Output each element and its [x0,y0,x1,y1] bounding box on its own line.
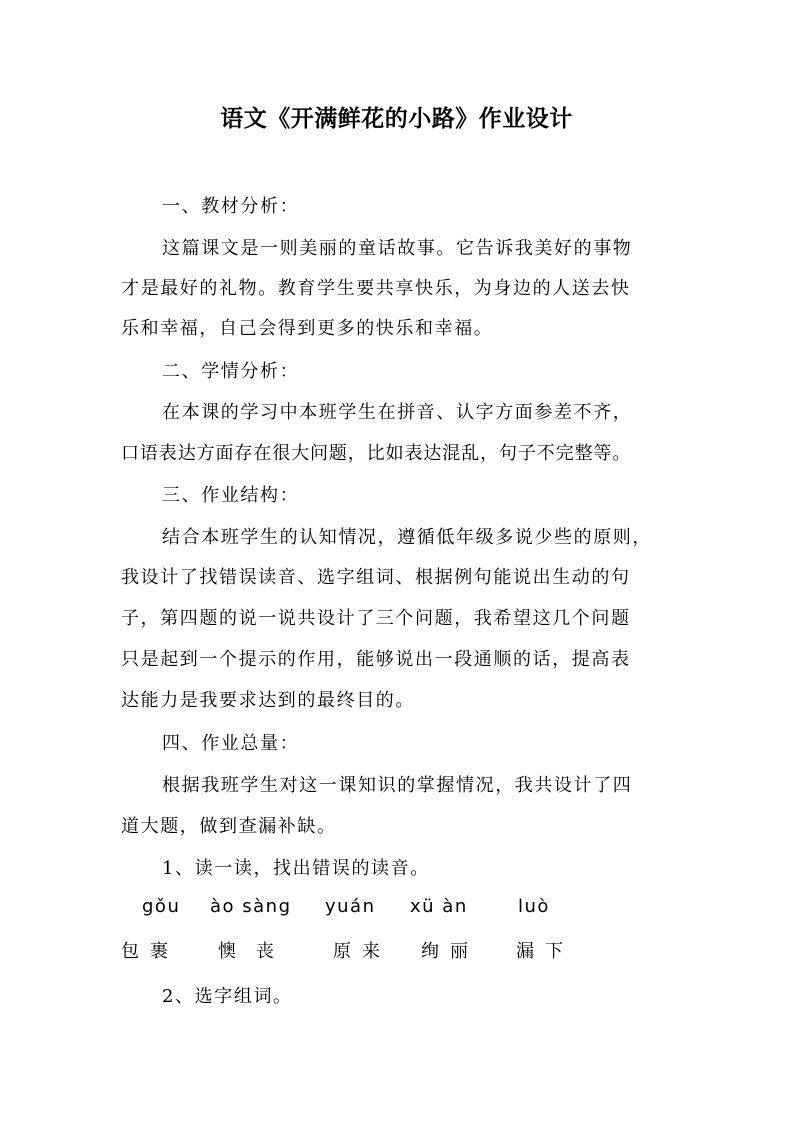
pinyin-item: xü àn [410,896,468,917]
paragraph-line: 道大题，做到查漏补缺。 [121,816,337,837]
paragraph-line: 在本课的学习中本班学生在拼音、认字方面参差不齐， [162,402,633,423]
paragraph-line: 达能力是我要求达到的最终目的。 [121,690,415,711]
paragraph-line: 我设计了找错误读音、选字组词、根据例句能说出生动的句 [121,567,631,588]
paragraph-line: 这篇课文是一则美丽的童话故事。它告诉我美好的事物 [162,238,633,259]
exercise-2-prompt: 2、选字组词。 [162,986,293,1007]
pinyin-item: yuán [325,896,376,917]
paragraph-line: 才是最好的礼物。教育学生要共享快乐，为身边的人送去快 [121,278,631,299]
section-heading-teaching-material: 一、教材分析： [162,196,300,217]
word-item: 漏下 [516,941,574,962]
paragraph-line: 只是起到一个提示的作用，能够说出一段通顺的话，提高表 [121,649,631,670]
exercise-1-prompt: 1、读一读，找出错误的读音。 [162,858,430,879]
paragraph-line: 乐和幸福，自己会得到更多的快乐和幸福。 [121,318,494,339]
pinyin-item: gǒu [142,896,181,917]
word-item: 原来 [333,941,391,962]
section-heading-learning-situation: 二、学情分析： [162,361,300,382]
word-item: 包裹 [121,941,179,962]
paragraph-line: 根据我班学生对这一课知识的掌握情况，我共设计了四 [162,775,633,796]
document-title: 语文《开满鲜花的小路》作业设计 [220,106,573,132]
paragraph-line: 子，第四题的说一说共设计了三个问题，我希望这几个问题 [121,608,631,629]
section-heading-homework-structure: 三、作业结构： [162,485,300,506]
word-item: 懊丧 [218,941,294,962]
pinyin-item: ào sàng [210,896,292,917]
paragraph-line: 结合本班学生的认知情况，遵循低年级多说少些的原则， [162,527,652,548]
paragraph-line: 口语表达方面存在很大问题，比如表达混乱，句子不完整等。 [121,443,632,464]
section-heading-homework-amount: 四、作业总量： [162,733,300,754]
word-item: 绚丽 [421,941,479,962]
pinyin-item: luò [518,896,550,917]
